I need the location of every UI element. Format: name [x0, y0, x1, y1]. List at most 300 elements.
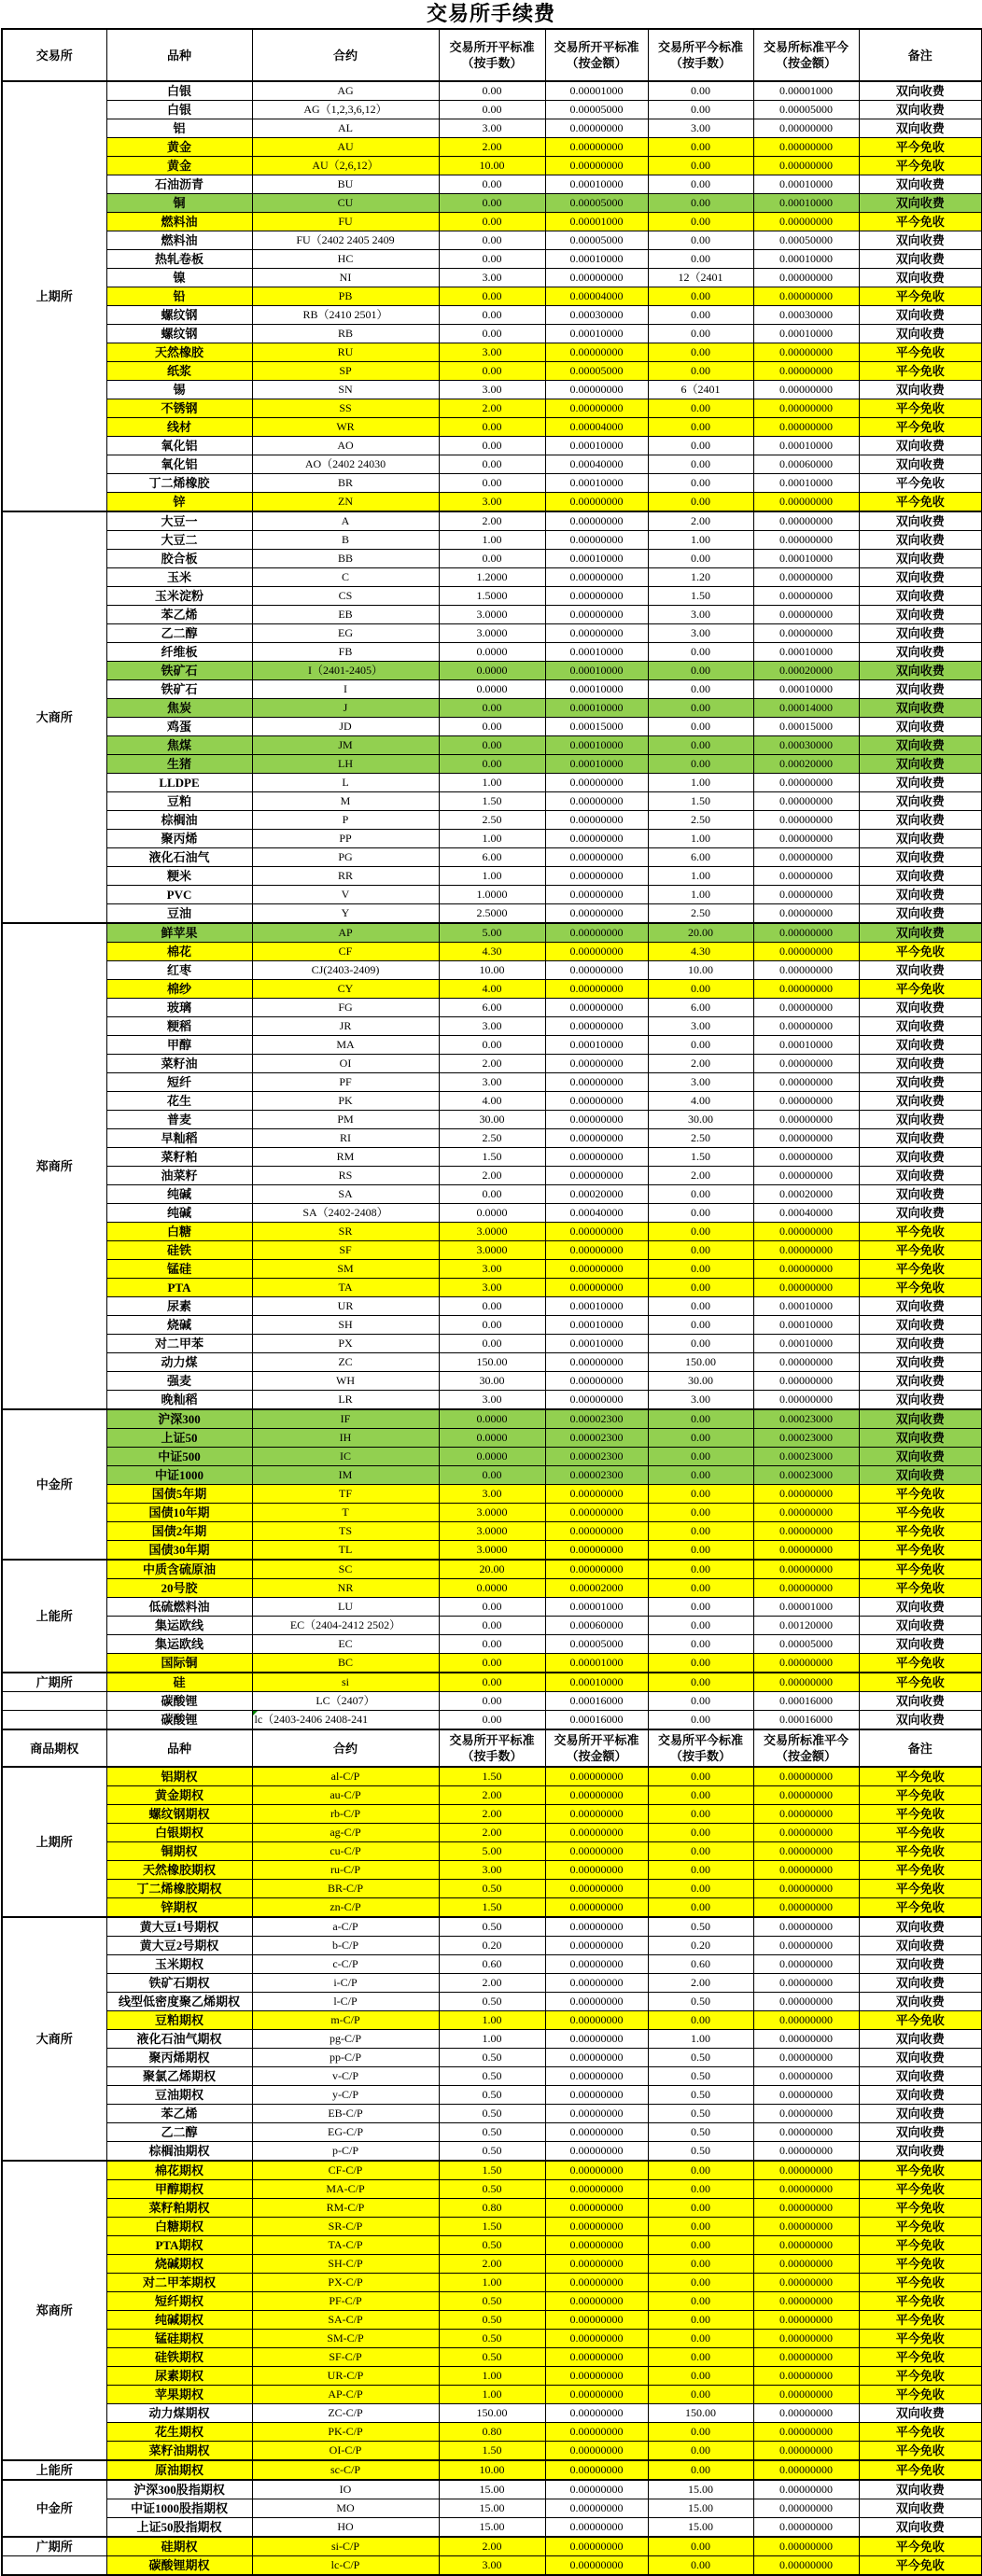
product-cell: 上证50 [106, 1429, 252, 1448]
fee-today-amount-cell: 0.00000000 [753, 1353, 859, 1372]
exchange-label: 广期所 [2, 1673, 106, 1692]
product-cell: 白糖 [106, 1223, 252, 1241]
contract-cell: SA（2402-2408） [252, 1204, 439, 1223]
product-cell: 粳稻 [106, 1017, 252, 1036]
fee-today-amount-cell: 0.00000000 [753, 1073, 859, 1092]
contract-cell: pg-C/P [252, 2030, 439, 2049]
exchange-label: 中金所 [2, 2480, 106, 2537]
remark-cell: 平今免收 [859, 2367, 982, 2386]
fee-today-amount-cell: 0.00000000 [753, 792, 859, 811]
fee-today-lots-cell: 1.00 [648, 886, 753, 904]
product-cell: 螺纹钢 [106, 306, 252, 325]
fee-today-lots-cell: 2.50 [648, 1129, 753, 1148]
remark-cell: 平今免收 [859, 1223, 982, 1241]
fee-open-lots-cell: 20.00 [439, 1560, 545, 1579]
contract-cell: TL [252, 1541, 439, 1561]
contract-cell: SS [252, 399, 439, 418]
fee-today-amount-cell: 0.00000000 [753, 2499, 859, 2518]
product-cell: 焦炭 [106, 699, 252, 718]
product-cell: 大豆二 [106, 531, 252, 550]
fee-today-amount-cell: 0.00000000 [753, 2123, 859, 2142]
product-cell: 集运欧线 [106, 1617, 252, 1635]
product-cell: 20号胶 [106, 1579, 252, 1598]
product-cell: 粳米 [106, 867, 252, 886]
fee-open-amount-cell: 0.00000000 [545, 119, 648, 138]
contract-cell: TA-C/P [252, 2236, 439, 2255]
contract-cell: lc（2403-2406 2408-241 [252, 1711, 439, 1730]
fee-today-lots-cell: 0.00 [648, 1767, 753, 1786]
remark-cell: 双向收费 [859, 2105, 982, 2123]
fee-open-amount-cell: 0.00000000 [545, 2105, 648, 2123]
product-cell: 聚氯乙烯期权 [106, 2067, 252, 2086]
fee-today-lots-cell: 0.00 [648, 755, 753, 774]
fee-open-lots-cell: 4.00 [439, 1092, 545, 1111]
fee-today-lots-cell: 3.00 [648, 119, 753, 138]
product-cell: 螺纹钢期权 [106, 1805, 252, 1824]
fee-today-amount-cell: 0.00000000 [753, 511, 859, 531]
contract-cell: BR-C/P [252, 1880, 439, 1898]
fee-today-lots-cell: 0.00 [648, 2367, 753, 2386]
fee-today-lots-cell: 0.00 [648, 175, 753, 194]
contract-cell: SF [252, 1241, 439, 1260]
fee-today-amount-cell: 0.00023000 [753, 1448, 859, 1466]
remark-cell: 双向收费 [859, 1955, 982, 1974]
fee-open-lots-cell: 0.00 [439, 437, 545, 455]
fee-open-lots-cell: 0.50 [439, 2142, 545, 2162]
fee-open-lots-cell: 0.50 [439, 2049, 545, 2067]
product-cell: 胶合板 [106, 550, 252, 568]
remark-cell: 双向收费 [859, 1148, 982, 1167]
fee-today-lots-cell: 0.00 [648, 1880, 753, 1898]
remark-cell: 平今免收 [859, 1541, 982, 1561]
product-cell: 国债2年期 [106, 1522, 252, 1541]
remark-cell: 双向收费 [859, 306, 982, 325]
contract-cell: SA-C/P [252, 2311, 439, 2330]
fee-today-amount-cell: 0.00014000 [753, 699, 859, 718]
fee-open-lots-cell: 2.00 [439, 2537, 545, 2556]
fee-today-lots-cell: 30.00 [648, 1111, 753, 1129]
product-cell: 花生期权 [106, 2423, 252, 2442]
fee-today-lots-cell: 0.00 [648, 1466, 753, 1485]
fee-open-amount-cell: 0.00016000 [545, 1692, 648, 1711]
remark-cell: 平今免收 [859, 362, 982, 381]
product-cell: 短纤 [106, 1073, 252, 1092]
remark-cell: 双向收费 [859, 1185, 982, 1204]
contract-cell: ru-C/P [252, 1861, 439, 1880]
fee-open-amount-cell: 0.00000000 [545, 2499, 648, 2518]
product-cell: 玉米期权 [106, 1955, 252, 1974]
product-cell: 纯碱期权 [106, 2311, 252, 2330]
fee-today-lots-cell: 0.00 [648, 2199, 753, 2218]
fee-open-amount-cell: 0.00002300 [545, 1409, 648, 1429]
fee-open-amount-cell: 0.00000000 [545, 2537, 648, 2556]
product-cell: 纯碱 [106, 1204, 252, 1223]
remark-cell: 平今免收 [859, 943, 982, 961]
fee-open-lots-cell: 0.00 [439, 699, 545, 718]
fee-today-lots-cell: 0.00 [648, 2236, 753, 2255]
fee-open-lots-cell: 0.0000 [439, 680, 545, 699]
remark-cell: 双向收费 [859, 381, 982, 399]
fee-open-lots-cell: 2.50 [439, 811, 545, 830]
header-col-6: 交易所标准平今（按金额） [753, 29, 859, 81]
contract-cell: v-C/P [252, 2067, 439, 2086]
remark-cell: 双向收费 [859, 1692, 982, 1711]
fee-open-lots-cell: 3.0000 [439, 624, 545, 643]
fee-today-amount-cell: 0.00010000 [753, 325, 859, 343]
fee-today-lots-cell: 0.00 [648, 250, 753, 269]
fee-open-amount-cell: 0.00020000 [545, 1185, 648, 1204]
exchange-label: 郑商所 [2, 2161, 106, 2460]
remark-cell: 双向收费 [859, 231, 982, 250]
fee-open-lots-cell: 15.00 [439, 2518, 545, 2538]
remark-cell: 平今免收 [859, 1485, 982, 1504]
fee-today-lots-cell: 0.00 [648, 325, 753, 343]
product-cell: 生猪 [106, 755, 252, 774]
fee-today-lots-cell: 0.00 [648, 1805, 753, 1824]
fee-open-amount-cell: 0.00000000 [545, 867, 648, 886]
fee-today-lots-cell: 0.00 [648, 1204, 753, 1223]
fee-today-amount-cell: 0.00000000 [753, 2142, 859, 2162]
fee-today-amount-cell: 0.00060000 [753, 455, 859, 474]
contract-cell: IM [252, 1466, 439, 1485]
contract-cell: JD [252, 718, 439, 736]
fee-today-amount-cell: 0.00015000 [753, 718, 859, 736]
fee-today-lots-cell: 2.00 [648, 1167, 753, 1185]
fee-today-amount-cell: 0.00010000 [753, 1316, 859, 1335]
contract-cell: AP [252, 923, 439, 943]
exchange-label: 中金所 [2, 1409, 106, 1560]
fee-today-amount-cell: 0.00000000 [753, 999, 859, 1017]
fee-open-amount-cell: 0.00000000 [545, 2030, 648, 2049]
fee-open-amount-cell: 0.00000000 [545, 1504, 648, 1522]
fee-today-lots-cell: 2.00 [648, 1974, 753, 1993]
fee-today-lots-cell: 4.30 [648, 943, 753, 961]
contract-cell: BR [252, 474, 439, 493]
fee-open-amount-cell: 0.00000000 [545, 1260, 648, 1279]
fee-today-lots-cell: 0.00 [648, 287, 753, 306]
fee-open-lots-cell: 0.00 [439, 1185, 545, 1204]
remark-cell: 平今免收 [859, 213, 982, 231]
contract-cell: RM-C/P [252, 2199, 439, 2218]
fee-open-amount-cell: 0.00010000 [545, 1316, 648, 1335]
fee-today-lots-cell: 0.00 [648, 1560, 753, 1579]
fee-open-amount-cell: 0.00000000 [545, 2218, 648, 2236]
fee-open-lots-cell: 0.0000 [439, 1409, 545, 1429]
remark-cell: 平今免收 [859, 2423, 982, 2442]
fee-today-lots-cell: 0.00 [648, 2348, 753, 2367]
fee-today-amount-cell: 0.00000000 [753, 904, 859, 924]
fee-open-amount-cell: 0.00001000 [545, 1598, 648, 1617]
fee-today-lots-cell: 0.50 [648, 2086, 753, 2105]
fee-open-amount-cell: 0.00010000 [545, 550, 648, 568]
exchange-label: 上能所 [2, 2460, 106, 2480]
contract-cell: l-C/P [252, 1993, 439, 2011]
remark-cell: 平今免收 [859, 1579, 982, 1598]
fee-open-amount-cell: 0.00000000 [545, 830, 648, 848]
remark-cell: 平今免收 [859, 2236, 982, 2255]
remark-cell: 双向收费 [859, 2123, 982, 2142]
contract-cell: HC [252, 250, 439, 269]
product-cell: 苯乙烯 [106, 2105, 252, 2123]
remark-cell: 双向收费 [859, 2030, 982, 2049]
contract-cell: RR [252, 867, 439, 886]
fee-open-lots-cell: 3.00 [439, 1073, 545, 1092]
fee-today-amount-cell: 0.00000000 [753, 624, 859, 643]
fee-open-lots-cell: 3.00 [439, 1861, 545, 1880]
fee-open-lots-cell: 1.5000 [439, 587, 545, 606]
product-cell: 油菜籽 [106, 1167, 252, 1185]
product-cell: PTA期权 [106, 2236, 252, 2255]
fee-today-lots-cell: 0.00 [648, 1541, 753, 1561]
fee-open-amount-cell: 0.00000000 [545, 2274, 648, 2292]
contract-cell: TF [252, 1485, 439, 1504]
contract-cell: T [252, 1504, 439, 1522]
product-cell: 硅期权 [106, 2537, 252, 2556]
fee-open-amount-cell: 0.00010000 [545, 1335, 648, 1353]
header-col-4: 交易所开平标准（按金额） [545, 1729, 648, 1767]
contract-cell: sc-C/P [252, 2460, 439, 2480]
product-cell: 燃料油 [106, 231, 252, 250]
fee-open-lots-cell: 2.00 [439, 1786, 545, 1805]
remark-cell: 双向收费 [859, 1372, 982, 1391]
fee-open-amount-cell: 0.00010000 [545, 437, 648, 455]
fee-open-lots-cell: 1.00 [439, 774, 545, 792]
fee-today-lots-cell: 0.50 [648, 2067, 753, 2086]
fee-today-amount-cell: 0.00010000 [753, 437, 859, 455]
fee-open-amount-cell: 0.00015000 [545, 718, 648, 736]
remark-cell: 双向收费 [859, 587, 982, 606]
contract-cell: NR [252, 1579, 439, 1598]
fee-today-lots-cell: 0.00 [648, 2218, 753, 2236]
fee-today-lots-cell: 2.50 [648, 811, 753, 830]
product-cell: 鲜苹果 [106, 923, 252, 943]
fee-today-amount-cell: 0.00000000 [753, 886, 859, 904]
fee-open-amount-cell: 0.00030000 [545, 306, 648, 325]
contract-cell: SA [252, 1185, 439, 1204]
fee-open-amount-cell: 0.00002300 [545, 1429, 648, 1448]
fee-today-lots-cell: 0.50 [648, 1917, 753, 1937]
fee-open-lots-cell: 0.50 [439, 2292, 545, 2311]
fee-today-lots-cell: 0.00 [648, 736, 753, 755]
remark-cell: 双向收费 [859, 961, 982, 980]
fee-today-lots-cell: 0.00 [648, 2011, 753, 2030]
product-cell: 上证50股指期权 [106, 2518, 252, 2538]
fee-today-lots-cell: 0.00 [648, 1711, 753, 1730]
product-cell: 甲醇 [106, 1036, 252, 1055]
fee-today-lots-cell: 0.00 [648, 643, 753, 662]
product-cell: 硅 [106, 1673, 252, 1692]
fee-open-amount-cell: 0.00000000 [545, 961, 648, 980]
product-cell: 锌期权 [106, 1898, 252, 1918]
exchange-label: 郑商所 [2, 923, 106, 1409]
exchange-label: 上期所 [2, 81, 106, 511]
contract-cell: p-C/P [252, 2142, 439, 2162]
fee-today-amount-cell: 0.00010000 [753, 680, 859, 699]
remark-cell: 平今免收 [859, 418, 982, 437]
header-col-7: 备注 [859, 1729, 982, 1767]
exchange-label: 上期所 [2, 1767, 106, 1917]
product-cell: 铜期权 [106, 1842, 252, 1861]
remark-cell: 双向收费 [859, 1017, 982, 1036]
contract-cell: JM [252, 736, 439, 755]
fee-open-amount-cell: 0.00000000 [545, 2423, 648, 2442]
fee-open-amount-cell: 0.00000000 [545, 1560, 648, 1579]
product-cell: 豆油期权 [106, 2086, 252, 2105]
fee-today-lots-cell: 0.00 [648, 362, 753, 381]
fee-open-lots-cell: 0.00 [439, 1635, 545, 1654]
remark-cell: 双向收费 [859, 1429, 982, 1448]
remark-cell: 双向收费 [859, 774, 982, 792]
fee-today-amount-cell: 0.00000000 [753, 587, 859, 606]
product-cell: 聚丙烯 [106, 830, 252, 848]
product-cell: 苹果期权 [106, 2386, 252, 2404]
product-cell: 天然橡胶期权 [106, 1861, 252, 1880]
contract-cell: SR [252, 1223, 439, 1241]
fee-open-lots-cell: 0.00 [439, 287, 545, 306]
fee-open-lots-cell: 3.00 [439, 1391, 545, 1410]
remark-cell: 平今免收 [859, 1842, 982, 1861]
remark-cell: 平今免收 [859, 1824, 982, 1842]
fee-open-amount-cell: 0.00000000 [545, 2011, 648, 2030]
fee-open-lots-cell: 3.0000 [439, 1504, 545, 1522]
fee-today-lots-cell: 0.00 [648, 455, 753, 474]
fee-open-amount-cell: 0.00000000 [545, 2404, 648, 2423]
contract-cell: P [252, 811, 439, 830]
product-cell: 石油沥青 [106, 175, 252, 194]
fee-open-amount-cell: 0.00000000 [545, 1485, 648, 1504]
fee-today-amount-cell: 0.00000000 [753, 923, 859, 943]
remark-cell: 双向收费 [859, 1297, 982, 1316]
remark-cell: 双向收费 [859, 568, 982, 587]
fee-open-amount-cell: 0.00000000 [545, 2386, 648, 2404]
fee-open-amount-cell: 0.00010000 [545, 325, 648, 343]
fee-open-amount-cell: 0.00000000 [545, 1372, 648, 1391]
fee-open-amount-cell: 0.00000000 [545, 2480, 648, 2499]
contract-cell: AO [252, 437, 439, 455]
fee-today-lots-cell: 0.00 [648, 1579, 753, 1598]
fee-today-amount-cell: 0.00000000 [753, 399, 859, 418]
fee-open-amount-cell: 0.00000000 [545, 138, 648, 157]
fee-today-amount-cell: 0.00000000 [753, 1485, 859, 1504]
remark-cell: 平今免收 [859, 2199, 982, 2218]
fee-today-lots-cell: 1.20 [648, 568, 753, 587]
fee-open-lots-cell: 3.00 [439, 1279, 545, 1297]
contract-cell: lc-C/P [252, 2556, 439, 2576]
fee-today-lots-cell: 30.00 [648, 1372, 753, 1391]
fee-today-lots-cell: 0.00 [648, 2311, 753, 2330]
fee-open-lots-cell: 1.50 [439, 2442, 545, 2461]
exchange-cell-empty [2, 2556, 106, 2576]
fee-open-amount-cell: 0.00000000 [545, 1824, 648, 1842]
product-cell: 玻璃 [106, 999, 252, 1017]
fee-today-amount-cell: 0.00010000 [753, 550, 859, 568]
contract-cell: si [252, 1673, 439, 1692]
fee-open-amount-cell: 0.00000000 [545, 2367, 648, 2386]
product-cell: 国债5年期 [106, 1485, 252, 1504]
remark-cell: 平今免收 [859, 1673, 982, 1692]
fee-open-lots-cell: 0.50 [439, 1880, 545, 1898]
remark-cell: 双向收费 [859, 923, 982, 943]
fee-open-lots-cell: 15.00 [439, 2499, 545, 2518]
fee-open-lots-cell: 0.80 [439, 2423, 545, 2442]
fee-today-amount-cell: 0.00000000 [753, 1767, 859, 1786]
contract-cell: TA [252, 1279, 439, 1297]
fee-open-lots-cell: 1.2000 [439, 568, 545, 587]
fee-today-lots-cell: 0.00 [648, 1279, 753, 1297]
product-cell: 纸浆 [106, 362, 252, 381]
contract-cell: SM-C/P [252, 2330, 439, 2348]
fee-today-lots-cell: 0.00 [648, 194, 753, 213]
fee-today-lots-cell: 0.60 [648, 1955, 753, 1974]
remark-cell: 双向收费 [859, 2518, 982, 2538]
contract-cell: AG [252, 81, 439, 101]
fee-today-lots-cell: 6（2401 [648, 381, 753, 399]
contract-cell: PF [252, 1073, 439, 1092]
remark-cell: 双向收费 [859, 1635, 982, 1654]
fee-today-amount-cell: 0.00000000 [753, 867, 859, 886]
product-cell: 棉花期权 [106, 2161, 252, 2180]
product-cell: 线型低密度聚乙烯期权 [106, 1993, 252, 2011]
remark-cell: 双向收费 [859, 1036, 982, 1055]
fee-today-lots-cell: 0.20 [648, 1937, 753, 1955]
product-cell: 黄金期权 [106, 1786, 252, 1805]
contract-cell: FU（2402 2405 2409 [252, 231, 439, 250]
fee-open-lots-cell: 0.50 [439, 2067, 545, 2086]
fee-today-amount-cell: 0.00000000 [753, 848, 859, 867]
fee-open-amount-cell: 0.00000000 [545, 1391, 648, 1410]
product-cell: 国际铜 [106, 1654, 252, 1673]
fee-today-amount-cell: 0.00001000 [753, 81, 859, 101]
product-cell: 短纤期权 [106, 2292, 252, 2311]
header-col-2: 合约 [252, 1729, 439, 1767]
fee-today-amount-cell: 0.00000000 [753, 269, 859, 287]
fee-open-lots-cell: 0.0000 [439, 1204, 545, 1223]
fee-open-amount-cell: 0.00000000 [545, 1167, 648, 1185]
exchange-cell-empty [2, 1711, 106, 1730]
fee-today-lots-cell: 0.00 [648, 2274, 753, 2292]
fee-open-amount-cell: 0.00000000 [545, 269, 648, 287]
product-cell: 玉米淀粉 [106, 587, 252, 606]
fee-open-amount-cell: 0.00000000 [545, 1241, 648, 1260]
fee-open-lots-cell: 0.00 [439, 1335, 545, 1353]
fee-today-amount-cell: 0.00000000 [753, 1786, 859, 1805]
fee-open-amount-cell: 0.00000000 [545, 2161, 648, 2180]
fee-today-lots-cell: 0.00 [648, 1824, 753, 1842]
remark-cell: 平今免收 [859, 2292, 982, 2311]
fee-open-amount-cell: 0.00004000 [545, 418, 648, 437]
product-cell: 豆粕 [106, 792, 252, 811]
remark-cell: 双向收费 [859, 886, 982, 904]
fee-open-amount-cell: 0.00016000 [545, 1711, 648, 1730]
product-cell: 乙二醇 [106, 2123, 252, 2142]
fee-today-amount-cell: 0.00000000 [753, 2480, 859, 2499]
fee-today-amount-cell: 0.00010000 [753, 1297, 859, 1316]
fee-open-lots-cell: 3.00 [439, 1260, 545, 1279]
header-col-4: 交易所开平标准（按金额） [545, 29, 648, 81]
fee-open-amount-cell: 0.00000000 [545, 2460, 648, 2480]
fee-today-amount-cell: 0.00000000 [753, 2292, 859, 2311]
remark-cell: 平今免收 [859, 2442, 982, 2461]
product-cell: 黄大豆1号期权 [106, 1917, 252, 1937]
product-cell: 乙二醇 [106, 624, 252, 643]
fee-open-lots-cell: 2.00 [439, 1167, 545, 1185]
product-cell: LLDPE [106, 774, 252, 792]
fee-today-lots-cell: 0.50 [648, 2142, 753, 2162]
product-cell: 纤维板 [106, 643, 252, 662]
fee-today-lots-cell: 0.00 [648, 418, 753, 437]
fee-open-lots-cell: 3.00 [439, 1017, 545, 1036]
contract-cell: MO [252, 2499, 439, 2518]
